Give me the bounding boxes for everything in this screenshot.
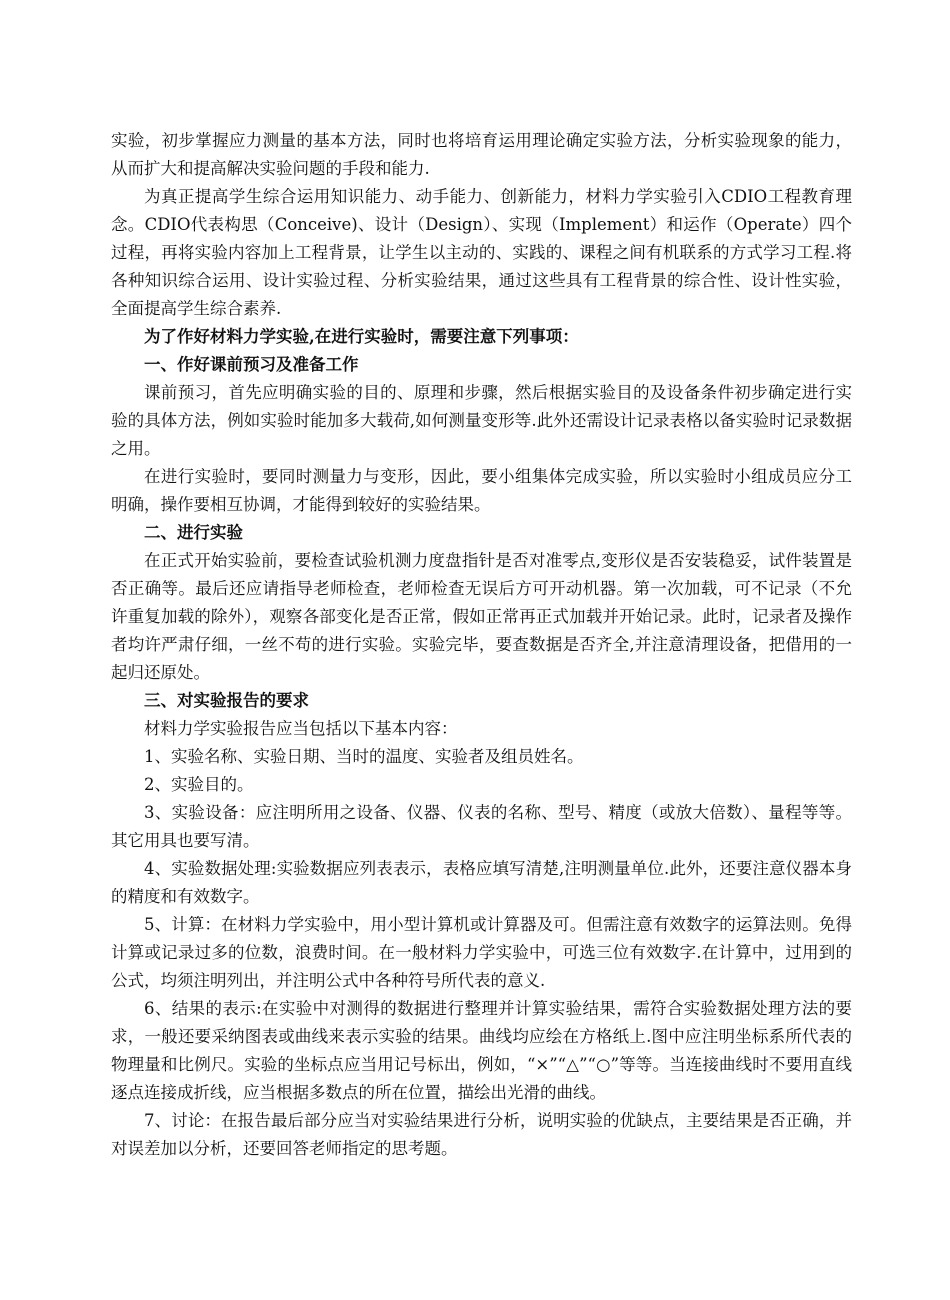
paragraph-preview: 课前预习，首先应明确实验的目的、原理和步骤，然后根据实验目的及设备条件初步确定进行实验的具体方法，例如实验时能加多大载荷,如何测量变形等.此外还需设计记录表格以备实验时记录数据之用。 [111, 383, 852, 458]
section-heading-report: 三、对实验报告的要求 [144, 691, 309, 710]
list-item-3: 3、实验设备：应注明所用之设备、仪器、仪表的名称、型号、精度（或放大倍数）、量程等等。其它用具也要写清。 [111, 803, 852, 850]
paragraph-cdio: 为真正提高学生综合运用知识能力、动手能力、创新能力，材料力学实验引入CDIO工程教育理念。CDIO代表构思（Conceive)、设计（Design）、实现（Implement）和运作（Operate）四个过程，再将实验内容加上工程背景，让学生以主动的、实践的、课程之间有机联系的方式学习工程.将各种知识综合运用、设计实验过程、分析实验结果，通过这些具有工程背景的综合性、设计性实验，全面提高学生综合素养. [111, 187, 852, 318]
paragraph-experiment: 在正式开始实验前，要检查试验机测力度盘指针是否对准零点,变形仪是否安装稳妥，试件装置是否正确等。最后还应请指导老师检查，老师检查无误后方可开动机器。第一次加载，可不记录（不允许重复加载的除外），观察各部变化是否正常，假如正常再正式加载并开始记录。此时，记录者及操作者均许严肃仔细，一丝不苟的进行实验。实验完毕，要查数据是否齐全,并注意清理设备，把借用的一起归还原处。 [111, 551, 852, 682]
list-item-1: 1、实验名称、实验日期、当时的温度、实验者及组员姓名。 [144, 747, 584, 766]
section-heading-preview: 一、作好课前预习及准备工作 [144, 355, 359, 374]
document-page [111, 127, 852, 1163]
paragraph-intro-continued: 实验，初步掌握应力测量的基本方法，同时也将培育运用理论确定实验方法，分析实验现象的能力，从而扩大和提高解决实验问题的手段和能力. [111, 131, 852, 178]
list-item-5: 5、计算：在材料力学实验中，用小型计算机或计算器及可。但需注意有效数字的运算法则。免得计算或记录过多的位数，浪费时间。在一般材料力学实验中，可选三位有效数字.在计算中，过用到的公式，均须注明列出，并注明公式中各种符号所代表的意义. [111, 915, 852, 990]
section-heading-experiment: 二、进行实验 [144, 523, 243, 542]
list-item-7: 7、讨论：在报告最后部分应当对实验结果进行分析，说明实验的优缺点，主要结果是否正确，并对误差加以分析，还要回答老师指定的思考题。 [111, 1111, 852, 1158]
list-item-6: 6、结果的表示:在实验中对测得的数据进行整理并计算实验结果，需符合实验数据处理方法的要求，一般还要采纳图表或曲线来表示实验的结果。曲线均应绘在方格纸上.图中应注明坐标系所代表的物理量和比例尺。实验的坐标点应当用记号标出，例如，“×”“△”“○”等等。当连接曲线时不要用直线逐点连接成折线，应当根据多数点的所在位置，描绘出光滑的曲线。 [111, 999, 852, 1102]
list-item-2: 2、实验目的。 [144, 775, 254, 794]
paragraph-notice-heading: 为了作好材料力学实验,在进行实验时，需要注意下列事项： [144, 327, 579, 346]
list-item-4: 4、实验数据处理:实验数据应列表表示，表格应填写清楚,注明测量单位.此外，还要注意仪器本身的精度和有效数字。 [111, 859, 852, 906]
paragraph-teamwork: 在进行实验时，要同时测量力与变形，因此，要小组集体完成实验，所以实验时小组成员应分工明确，操作要相互协调，才能得到较好的实验结果。 [111, 467, 852, 514]
paragraph-report-intro: 材料力学实验报告应当包括以下基本内容： [144, 719, 458, 738]
